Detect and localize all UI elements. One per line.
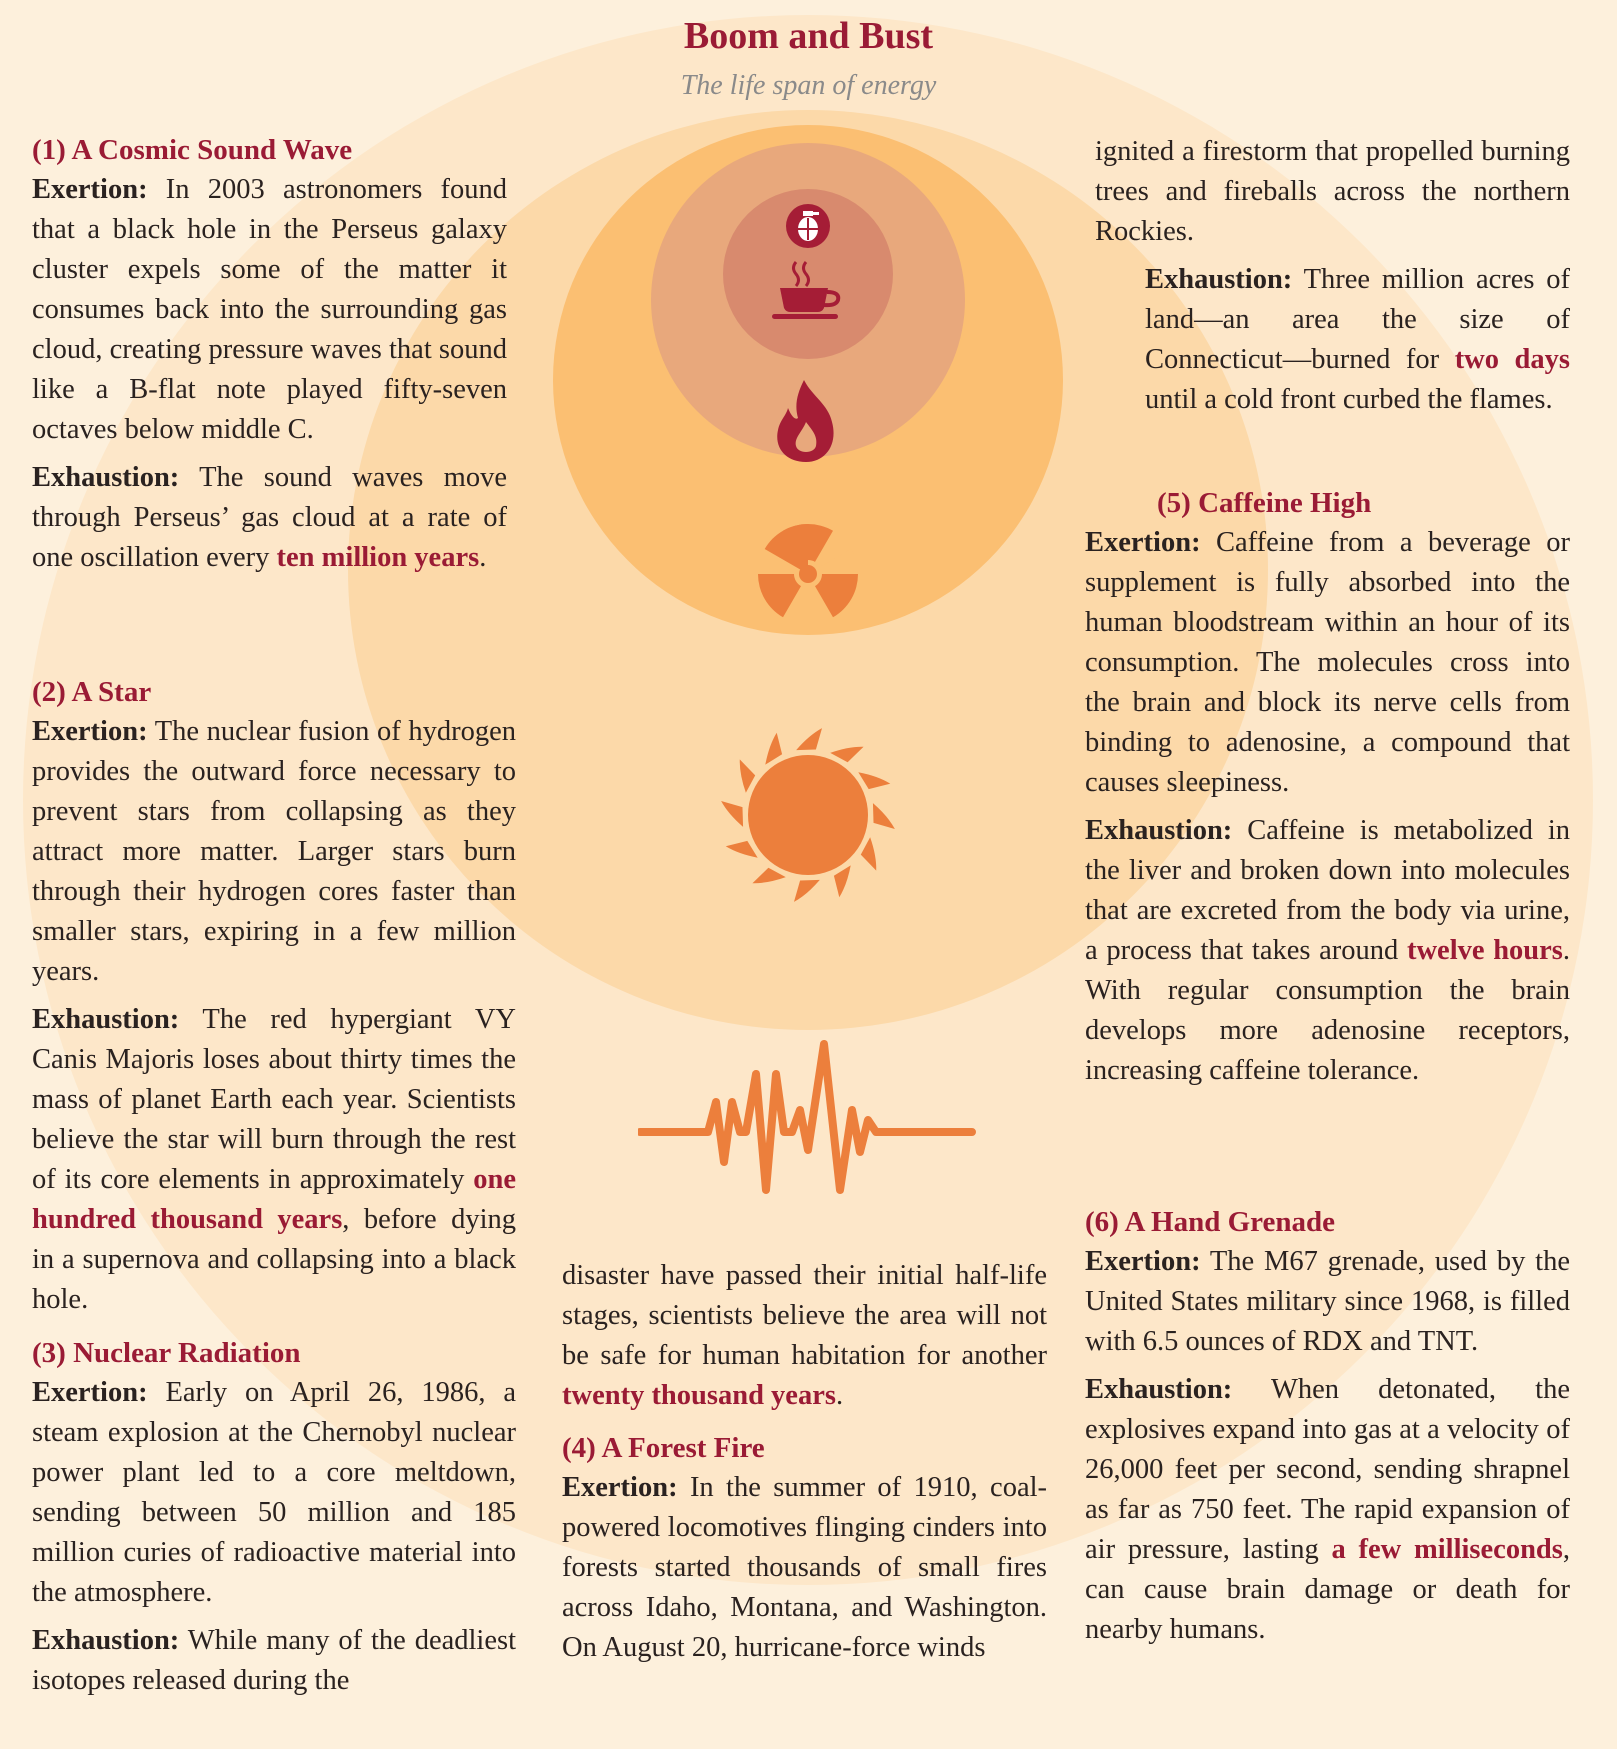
highlight-duration: twelve hours xyxy=(1406,935,1563,966)
exertion-paragraph xyxy=(1085,1242,1570,1362)
exertion-text: Caffeine from a beverage or supplement is fully absorbed into the human bloodstream within an hour of its consumption. The molecules cross into the brain and block its nerve cells from binding to adenosine, a compound that causes sleepiness. xyxy=(1085,527,1571,798)
grenade-icon xyxy=(784,202,832,250)
exhaustion-paragraph xyxy=(32,458,507,578)
exhaustion-paragraph xyxy=(32,1621,516,1701)
exhaustion-paragraph xyxy=(1085,811,1570,1091)
flame-icon xyxy=(768,378,844,464)
exertion-paragraph xyxy=(32,170,507,450)
exhaustion-label: Exhaustion: xyxy=(1085,1374,1233,1405)
section-heading: (3) Nuclear Radiation xyxy=(32,1337,301,1369)
exertion-text: In 2003 astronomers found that a black hole in the Perseus galaxy cluster expels some of the matter it consumes back into the surrounding gas cloud, creating pressure waves that sound like a B-flat note played fifty-seven octaves below middle C. xyxy=(32,174,508,445)
sun-ray xyxy=(794,880,820,902)
sound-wave-icon xyxy=(638,1040,978,1220)
sun-ray xyxy=(830,747,863,762)
highlight-duration: ten million years xyxy=(276,542,480,573)
sun-ray xyxy=(861,837,876,870)
sun-icon xyxy=(718,725,898,905)
section-cosmic-sound-wave xyxy=(32,130,507,586)
exhaustion-text-end: . xyxy=(835,1380,844,1411)
exhaustion-text-end: , can cause brain damage or death for nearby humans. xyxy=(1085,1534,1570,1645)
page-subtitle: The life span of energy xyxy=(680,70,937,101)
exhaustion-text: The red hypergiant VY Canis Majoris loses about thirty times the mass of planet Earth each year. Scientists believe the star will burn through the rest of its core elements in approximately xyxy=(32,1004,516,1195)
exertion-text: The nuclear fusion of hydrogen provides the outward force necessary to prevent stars from collapsing as they attract more matter. Larger stars burn through their hydrogen cores faster than smaller stars, expiring in a few million years. xyxy=(32,716,516,987)
sun-ray xyxy=(752,868,785,883)
highlight-duration: a few milliseconds xyxy=(1331,1534,1563,1565)
exertion-label: Exertion: xyxy=(32,1377,148,1408)
middle-column xyxy=(562,1256,1047,1676)
sun-ray xyxy=(873,803,895,829)
exertion-paragraph xyxy=(562,1468,1047,1668)
sun-ray xyxy=(726,841,758,858)
forest-fire-continued xyxy=(1085,132,1570,428)
exhaustion-text: Three million acres of land—an area the size of Connecticut—burned for xyxy=(1145,264,1570,375)
exertion-text: Early on April 26, 1986, a steam explosion at the Chernobyl nuclear power plant led to a core meltdown, sending between 50 million and 185 million curies of radioactive material into the atmosphere. xyxy=(32,1377,516,1608)
exhaustion-text: Caffeine is metabolized in the liver and broken down into molecules that are excreted from the body via urine, a process that takes around xyxy=(1085,815,1571,966)
exhaustion-text-end: . xyxy=(479,542,487,573)
exertion-paragraph xyxy=(1085,523,1570,803)
section-heading: (2) A Star xyxy=(32,676,152,708)
section-nuclear-radiation xyxy=(32,1333,516,1709)
section-heading-forest-fire: (4) A Forest Fire xyxy=(562,1432,765,1464)
exertion-text: The M67 grenade, used by the United States military since 1968, is filled with 6.5 ounces of RDX and TNT. xyxy=(1085,1246,1570,1357)
section-hand-grenade xyxy=(1085,1202,1570,1658)
exhaustion-text-end: , before dying in a supernova and collapsing into a black hole. xyxy=(32,1204,516,1315)
exertion-label: Exertion: xyxy=(1085,527,1201,558)
section-heading: (6) A Hand Grenade xyxy=(1085,1206,1336,1238)
sun-ray xyxy=(721,801,743,827)
exhaustion-text: The sound waves move through Perseus’ gas cloud at a rate of one oscillation every xyxy=(32,462,507,573)
page-title: Boom and Bust xyxy=(683,15,934,57)
highlight-duration: two days xyxy=(1454,344,1570,375)
exhaustion-text: When detonated, the explosives expand into gas at a velocity of 26,000 feet per second, sending shrapnel as far as 750 feet. The rapid expansion of air pressure, lasting xyxy=(1085,1374,1570,1565)
section-star xyxy=(32,672,516,1328)
exertion-label: Exertion: xyxy=(1085,1246,1201,1277)
exertion-label: Exertion: xyxy=(32,174,148,205)
exhaustion-label: Exhaustion: xyxy=(1085,815,1233,846)
radiation-icon xyxy=(756,522,860,626)
exertion-text: In the summer of 1910, coal-powered locomotives flinging cinders into forests started thousands of small fires across Idaho, Montana, and Washington. On August 20, hurricane-force winds xyxy=(562,1472,1047,1663)
exertion-paragraph xyxy=(32,1373,516,1613)
exhaustion-paragraph xyxy=(1085,260,1570,420)
exhaustion-label: Exhaustion: xyxy=(32,462,180,493)
coffee-cup-icon xyxy=(768,258,844,322)
exhaustion-paragraph xyxy=(1085,1370,1570,1650)
exertion-text: ignited a firestorm that propelled burning trees and fireballs across the northern Rockies. xyxy=(1095,136,1570,247)
sun-ray xyxy=(740,759,755,792)
exhaustion-label: Exhaustion: xyxy=(32,1625,180,1656)
highlight-duration: one hundred thousand years xyxy=(32,1164,516,1235)
exhaustion-text-end: . With regular consumption the brain develops more adenosine receptors, increasing caffeine tolerance. xyxy=(1085,935,1571,1086)
sun-ray xyxy=(834,865,851,897)
exertion-label: Exertion: xyxy=(562,1472,678,1503)
exertion-continued-paragraph xyxy=(1085,132,1570,252)
exhaustion-text: disaster have passed their initial half-life stages, scientists believe the area will not be safe for human habitation for another xyxy=(562,1260,1047,1371)
highlight-duration: twenty thousand years xyxy=(562,1380,836,1411)
exhaustion-text-end: until a cold front curbed the flames. xyxy=(1145,384,1553,415)
section-heading: (1) A Cosmic Sound Wave xyxy=(32,134,353,166)
exhaustion-paragraph xyxy=(32,1000,516,1320)
exhaustion-label: Exhaustion: xyxy=(32,1004,180,1035)
exertion-paragraph xyxy=(32,712,516,992)
sun-ray xyxy=(765,733,782,765)
sun-ray xyxy=(796,728,822,750)
exhaustion-label: Exhaustion: xyxy=(1145,264,1293,295)
exhaustion-continued-paragraph xyxy=(562,1256,1047,1416)
sun-ray xyxy=(858,772,890,789)
section-heading: (5) Caffeine High xyxy=(1157,487,1372,519)
section-caffeine-high xyxy=(1085,483,1570,1099)
exhaustion-text: While many of the deadliest isotopes released during the xyxy=(32,1625,516,1696)
exertion-label: Exertion: xyxy=(32,716,148,747)
